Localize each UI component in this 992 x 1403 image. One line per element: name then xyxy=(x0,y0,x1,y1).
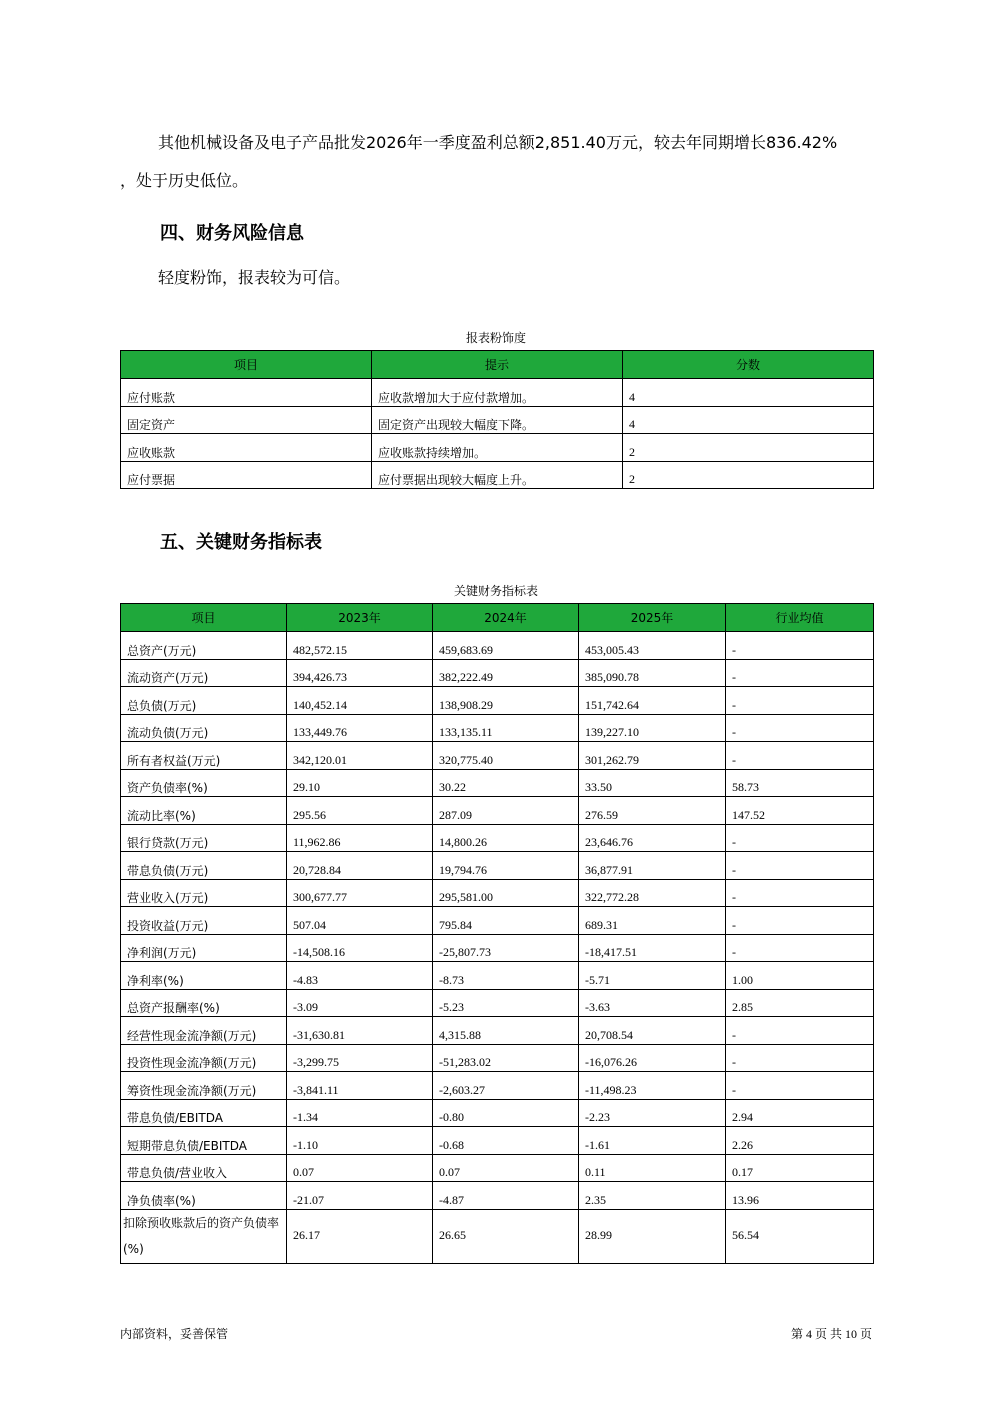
table-cell: 应付账款 xyxy=(121,379,372,407)
table-cell: 应收账款持续增加。 xyxy=(372,434,623,462)
table-cell: 19,794.76 xyxy=(433,852,579,880)
table-cell: 固定资产 xyxy=(121,406,372,434)
table-row xyxy=(121,962,874,990)
table-cell: 133,135.11 xyxy=(433,714,579,742)
table-cell: 经营性现金流净额(万元) xyxy=(121,1017,287,1045)
table2-header-2024: 2024年 xyxy=(433,604,579,632)
table-cell: -2,603.27 xyxy=(433,1072,579,1100)
table-cell: 33.50 xyxy=(579,769,726,797)
table-cell: 23,646.76 xyxy=(579,824,726,852)
table-cell: 固定资产出现较大幅度下降。 xyxy=(372,406,623,434)
table-row xyxy=(121,797,874,825)
table-cell: -16,076.26 xyxy=(579,1044,726,1072)
table-cell: 所有者权益(万元) xyxy=(121,742,287,770)
table-row xyxy=(121,907,874,935)
table-cell: 带息负债/EBITDA xyxy=(121,1099,287,1127)
table-row xyxy=(121,687,874,715)
table-cell: 2 xyxy=(623,434,874,462)
table-cell: -11,498.23 xyxy=(579,1072,726,1100)
table-cell: -21.07 xyxy=(287,1182,433,1210)
table-row xyxy=(121,824,874,852)
table-cell: 应付票据 xyxy=(121,461,372,489)
table-row xyxy=(121,1209,874,1263)
table-cell: 58.73 xyxy=(726,769,874,797)
table-cell: -3.63 xyxy=(579,989,726,1017)
table-row xyxy=(121,1017,874,1045)
table-cell: 382,222.49 xyxy=(433,659,579,687)
table-cell: 295,581.00 xyxy=(433,879,579,907)
table-row xyxy=(121,769,874,797)
table-cell: - xyxy=(726,714,874,742)
table1-caption: 报表粉饰度 xyxy=(465,331,526,345)
table-cell: 2 xyxy=(623,461,874,489)
table2-header-2023: 2023年 xyxy=(287,604,433,632)
table-cell: 带息负债/营业收入 xyxy=(121,1154,287,1182)
table-cell: 459,683.69 xyxy=(433,632,579,660)
table-cell: 20,728.84 xyxy=(287,852,433,880)
table-cell: 147.52 xyxy=(726,797,874,825)
table-cell: 总负债(万元) xyxy=(121,687,287,715)
table-row xyxy=(121,1099,874,1127)
table-cell: 扣除预收账款后的资产负债率(%) xyxy=(121,1209,287,1263)
table-cell: 净负债率(%) xyxy=(121,1182,287,1210)
table-cell: 1.00 xyxy=(726,962,874,990)
table-cell: 流动负债(万元) xyxy=(121,714,287,742)
table-cell: 139,227.10 xyxy=(579,714,726,742)
table-cell: -5.23 xyxy=(433,989,579,1017)
table-cell: 总资产(万元) xyxy=(121,632,287,660)
table-cell: -8.73 xyxy=(433,962,579,990)
table-cell: 营业收入(万元) xyxy=(121,879,287,907)
table-cell: 4 xyxy=(623,379,874,407)
table-cell: 流动比率(%) xyxy=(121,797,287,825)
table-cell: 322,772.28 xyxy=(579,879,726,907)
table-cell: - xyxy=(726,824,874,852)
table-cell: 4,315.88 xyxy=(433,1017,579,1045)
table-cell: 资产负债率(%) xyxy=(121,769,287,797)
table-cell: 投资收益(万元) xyxy=(121,907,287,935)
table-cell: 2.26 xyxy=(726,1127,874,1155)
table-cell: - xyxy=(726,632,874,660)
section-4-text: 轻度粉饰，报表较为可信。 xyxy=(158,268,351,287)
table1-header-hint: 提示 xyxy=(372,351,623,379)
table-cell: - xyxy=(726,907,874,935)
table-cell: 26.65 xyxy=(433,1209,579,1263)
table-cell: - xyxy=(726,742,874,770)
table-cell: 151,742.64 xyxy=(579,687,726,715)
table-cell: -0.80 xyxy=(433,1099,579,1127)
summary-line-2: ，处于历史低位。 xyxy=(120,171,249,190)
table-cell: - xyxy=(726,852,874,880)
table-row xyxy=(121,632,874,660)
table-cell: 0.07 xyxy=(287,1154,433,1182)
table-cell: - xyxy=(726,879,874,907)
table-cell: 36,877.91 xyxy=(579,852,726,880)
table-row xyxy=(121,1044,874,1072)
table-cell: 140,452.14 xyxy=(287,687,433,715)
table-row xyxy=(121,659,874,687)
table-cell: -25,807.73 xyxy=(433,934,579,962)
table-row xyxy=(121,406,874,434)
table-row xyxy=(121,879,874,907)
table-cell: 应收账款 xyxy=(121,434,372,462)
table-cell: 11,962.86 xyxy=(287,824,433,852)
table-cell: 56.54 xyxy=(726,1209,874,1263)
table-cell: 4 xyxy=(623,406,874,434)
table-cell: 453,005.43 xyxy=(579,632,726,660)
table-cell: 138,908.29 xyxy=(433,687,579,715)
table-cell: 应收款增加大于应付款增加。 xyxy=(372,379,623,407)
section-4-heading: 四、财务风险信息 xyxy=(160,223,304,244)
risk-table xyxy=(120,350,874,489)
table-cell: 应付票据出现较大幅度上升。 xyxy=(372,461,623,489)
table-cell: -4.87 xyxy=(433,1182,579,1210)
table-row xyxy=(121,1127,874,1155)
table-cell: -4.83 xyxy=(287,962,433,990)
table-cell: 14,800.26 xyxy=(433,824,579,852)
table-cell: 133,449.76 xyxy=(287,714,433,742)
table-cell: -3,299.75 xyxy=(287,1044,433,1072)
table-cell: 总资产报酬率(%) xyxy=(121,989,287,1017)
financial-indicators-table xyxy=(120,603,874,1264)
table-cell: - xyxy=(726,687,874,715)
table-cell: 385,090.78 xyxy=(579,659,726,687)
table-row xyxy=(121,714,874,742)
table-cell: -1.34 xyxy=(287,1099,433,1127)
table-cell: 0.17 xyxy=(726,1154,874,1182)
table-cell: 689.31 xyxy=(579,907,726,935)
table-row xyxy=(121,1072,874,1100)
table-row xyxy=(121,1182,874,1210)
section-5-heading: 五、关键财务指标表 xyxy=(160,532,322,553)
table-cell: 320,775.40 xyxy=(433,742,579,770)
table-cell: 26.17 xyxy=(287,1209,433,1263)
table1-header-score: 分数 xyxy=(623,351,874,379)
table-cell: 流动资产(万元) xyxy=(121,659,287,687)
table-cell: 净利率(%) xyxy=(121,962,287,990)
table-row xyxy=(121,434,874,462)
table-cell: -3.09 xyxy=(287,989,433,1017)
table2-header-industry-avg: 行业均值 xyxy=(726,604,874,632)
table-cell: 342,120.01 xyxy=(287,742,433,770)
table-cell: 301,262.79 xyxy=(579,742,726,770)
summary-line-1: 其他机械设备及电子产品批发2026年一季度盈利总额2,851.40万元，较去年同期增长836.42% xyxy=(158,133,838,152)
table1-header-item: 项目 xyxy=(121,351,372,379)
table-cell: 银行贷款(万元) xyxy=(121,824,287,852)
table-cell: 28.99 xyxy=(579,1209,726,1263)
table-row xyxy=(121,1154,874,1182)
table-cell: -2.23 xyxy=(579,1099,726,1127)
table-cell: 30.22 xyxy=(433,769,579,797)
table-cell: 带息负债(万元) xyxy=(121,852,287,880)
table-cell: - xyxy=(726,659,874,687)
table-cell: 295.56 xyxy=(287,797,433,825)
table-cell: 筹资性现金流净额(万元) xyxy=(121,1072,287,1100)
table-cell: -31,630.81 xyxy=(287,1017,433,1045)
table-cell: 507.04 xyxy=(287,907,433,935)
table-cell: 净利润(万元) xyxy=(121,934,287,962)
footer-page-number: 第 4 页 共 10 页 xyxy=(790,1327,872,1341)
table-row xyxy=(121,742,874,770)
table-cell: 300,677.77 xyxy=(287,879,433,907)
table-cell: -18,417.51 xyxy=(579,934,726,962)
footer-confidential: 内部资料，妥善保管 xyxy=(120,1327,229,1341)
table-row xyxy=(121,989,874,1017)
table-cell: - xyxy=(726,1044,874,1072)
table-cell: - xyxy=(726,1017,874,1045)
table-cell: 短期带息负债/EBITDA xyxy=(121,1127,287,1155)
table-cell: -5.71 xyxy=(579,962,726,990)
table-cell: -1.10 xyxy=(287,1127,433,1155)
table-cell: -14,508.16 xyxy=(287,934,433,962)
table-row xyxy=(121,379,874,407)
table2-caption: 关键财务指标表 xyxy=(453,584,538,598)
table-cell: 0.11 xyxy=(579,1154,726,1182)
table-cell: -3,841.11 xyxy=(287,1072,433,1100)
table-cell: 394,426.73 xyxy=(287,659,433,687)
table2-header-item: 项目 xyxy=(121,604,287,632)
table-row xyxy=(121,852,874,880)
table-cell: 0.07 xyxy=(433,1154,579,1182)
table2-header-2025: 2025年 xyxy=(579,604,726,632)
table-cell: 795.84 xyxy=(433,907,579,935)
table-cell: - xyxy=(726,934,874,962)
table-cell: -1.61 xyxy=(579,1127,726,1155)
table-cell: -51,283.02 xyxy=(433,1044,579,1072)
table-cell: - xyxy=(726,1072,874,1100)
table-cell: 276.59 xyxy=(579,797,726,825)
table-cell: 29.10 xyxy=(287,769,433,797)
table-cell: 482,572.15 xyxy=(287,632,433,660)
table-cell: 2.94 xyxy=(726,1099,874,1127)
table-cell: 20,708.54 xyxy=(579,1017,726,1045)
table-row xyxy=(121,461,874,489)
table-row xyxy=(121,934,874,962)
table-cell: 2.85 xyxy=(726,989,874,1017)
table-cell: 13.96 xyxy=(726,1182,874,1210)
table-cell: -0.68 xyxy=(433,1127,579,1155)
table-cell: 投资性现金流净额(万元) xyxy=(121,1044,287,1072)
table-cell: 2.35 xyxy=(579,1182,726,1210)
table-cell: 287.09 xyxy=(433,797,579,825)
